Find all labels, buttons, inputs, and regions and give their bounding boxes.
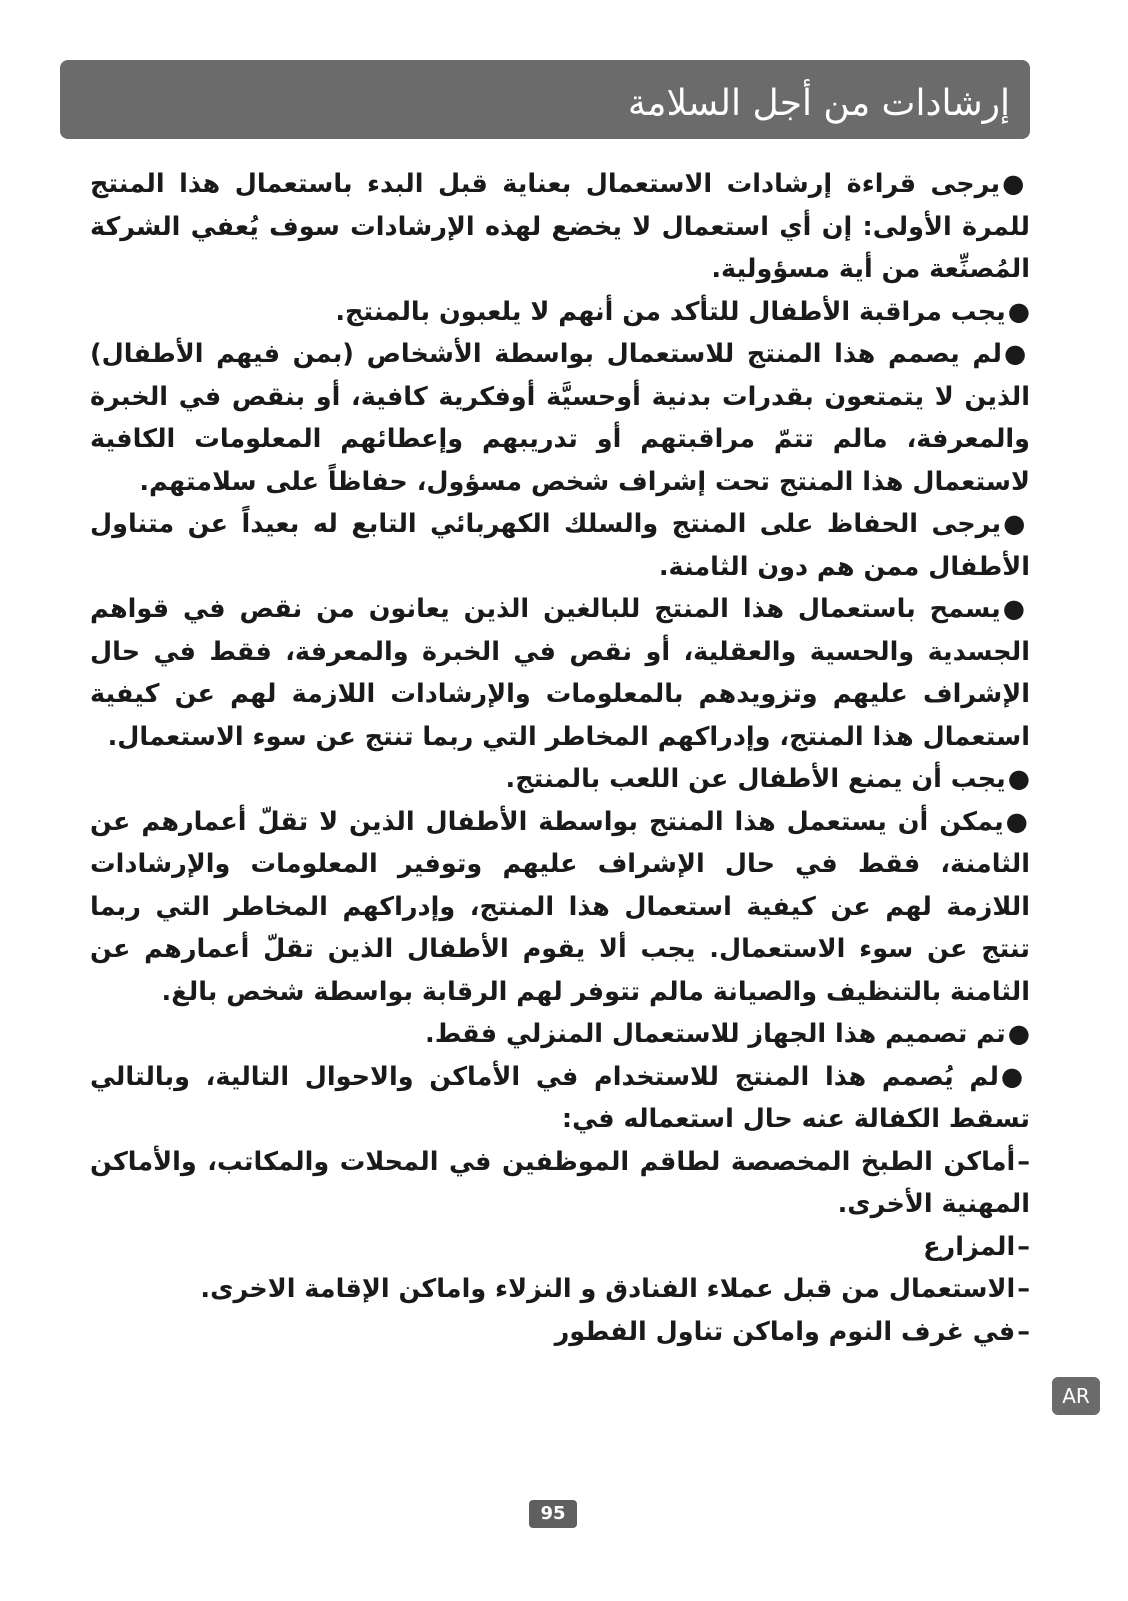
bullet-icon: ●: [1000, 1061, 1030, 1092]
instruction-text: يجب أن يمنع الأطفال عن اللعب بالمنتج.: [505, 764, 1006, 794]
instruction-item: [90, 1013, 1030, 1056]
instruction-text: يجب مراقبة الأطفال للتأكد من أنهم لا يلعبون بالمنتج.: [335, 296, 1006, 327]
instruction-text: لم يصمم هذا المنتج للاستعمال بواسطة الأشخاص (بمن فيهم الأطفال) الذين لا يتمتعون بقدرات بدنية أوحسيَّة أوفكرية كافية، أو بنقص في الخبرة والمعرفة، مالم تتمّ مراقبتهم أو تدريبهم وإعطائهم المعلومات الكافية لاستعمال هذا المنتج تحت إشراف شخص مسؤول، حفاظاً على سلامتهم.: [90, 339, 1030, 497]
bullet-icon: ●: [1002, 594, 1030, 624]
instruction-item: [90, 163, 1030, 291]
section-header-bar: [60, 60, 1030, 139]
instruction-item: [90, 758, 1030, 801]
instruction-item: [90, 588, 1030, 758]
instruction-text: تم تصميم هذا الجهاز للاستعمال المنزلي فقط.: [425, 1019, 1006, 1049]
bullet-icon: ●: [1007, 1019, 1030, 1049]
exclusion-item: [90, 1311, 1030, 1354]
instruction-text: يرجى الحفاظ على المنتج والسلك الكهربائي التابع له بعيداً عن متناول الأطفال ممن هم دون الثامنة.: [90, 509, 1030, 582]
dash-icon: –: [1017, 1146, 1030, 1177]
instruction-item: [90, 1056, 1030, 1141]
exclusion-text: المزارع: [923, 1231, 1016, 1262]
bullet-icon: ●: [1002, 169, 1030, 199]
bullet-icon: ●: [1003, 509, 1030, 539]
dash-icon: –: [1017, 1274, 1030, 1304]
instruction-item: [90, 291, 1030, 334]
instruction-item: [90, 503, 1030, 588]
exclusion-item: [90, 1141, 1030, 1226]
instruction-text: لم يُصمم هذا المنتج للاستخدام في الأماكن والاحوال التالية، وبالتالي تسقط الكفالة عنه حال استعماله في:: [90, 1061, 1030, 1134]
instruction-item: [90, 801, 1030, 1014]
section-title: إرشادات من أجل السلامة: [627, 82, 1010, 124]
safety-instructions-body: [90, 163, 1030, 1353]
dash-icon: –: [1017, 1316, 1030, 1347]
bullet-icon: ●: [1007, 764, 1030, 794]
dash-icon: –: [1017, 1231, 1030, 1262]
instruction-text: يرجى قراءة إرشادات الاستعمال بعناية قبل البدء باستعمال هذا المنتج للمرة الأولى: إن أي استعمال لا يخضع لهذه الإرشادات سوف يُعفي الشركة المُصنِّعة من أية مسؤولية.: [90, 169, 1030, 284]
exclusion-text: أماكن الطبخ المخصصة لطاقم الموظفين في المحلات والمكاتب، والأماكن المهنية الأخرى.: [90, 1146, 1030, 1219]
bullet-icon: ●: [1007, 296, 1030, 327]
bullet-icon: ●: [1003, 339, 1030, 369]
exclusion-text: في غرف النوم واماكن تناول الفطور: [554, 1316, 1016, 1347]
instruction-text: يسمح باستعمال هذا المنتج للبالغين الذين يعانون من نقص في قواهم الجسدية والحسية والعقلية، أو نقص في الخبرة والمعرفة، فقط في حال الإشراف عليهم وتزويدهم بالمعلومات والإرشادات اللازمة لهم عن كيفية استعمال هذا المنتج، وإدراكهم المخاطر التي ربما تنتج عن سوء الاستعمال.: [90, 594, 1030, 752]
language-tab: AR: [1052, 1377, 1100, 1415]
instruction-item: [90, 333, 1030, 503]
bullet-icon: ●: [1005, 806, 1030, 837]
exclusion-text: الاستعمال من قبل عملاء الفنادق و النزلاء واماكن الإقامة الاخرى.: [200, 1274, 1016, 1304]
exclusion-item: [90, 1226, 1030, 1269]
exclusion-item: [90, 1268, 1030, 1311]
page-number-badge: 95: [529, 1500, 577, 1528]
instruction-text: يمكن أن يستعمل هذا المنتج بواسطة الأطفال الذين لا تقلّ أعمارهم عن الثامنة، فقط في حال الإشراف عليهم وتوفير المعلومات والإرشادات اللازمة لهم عن كيفية استعمال هذا المنتج، وإدراكهم المخاطر التي ربما تنتج عن سوء الاستعمال. يجب ألا يقوم الأطفال الذين تقلّ أعمارهم عن الثامنة بالتنظيف والصيانة مالم تتوفر لهم الرقابة بواسطة شخص بالغ.: [90, 806, 1030, 1007]
